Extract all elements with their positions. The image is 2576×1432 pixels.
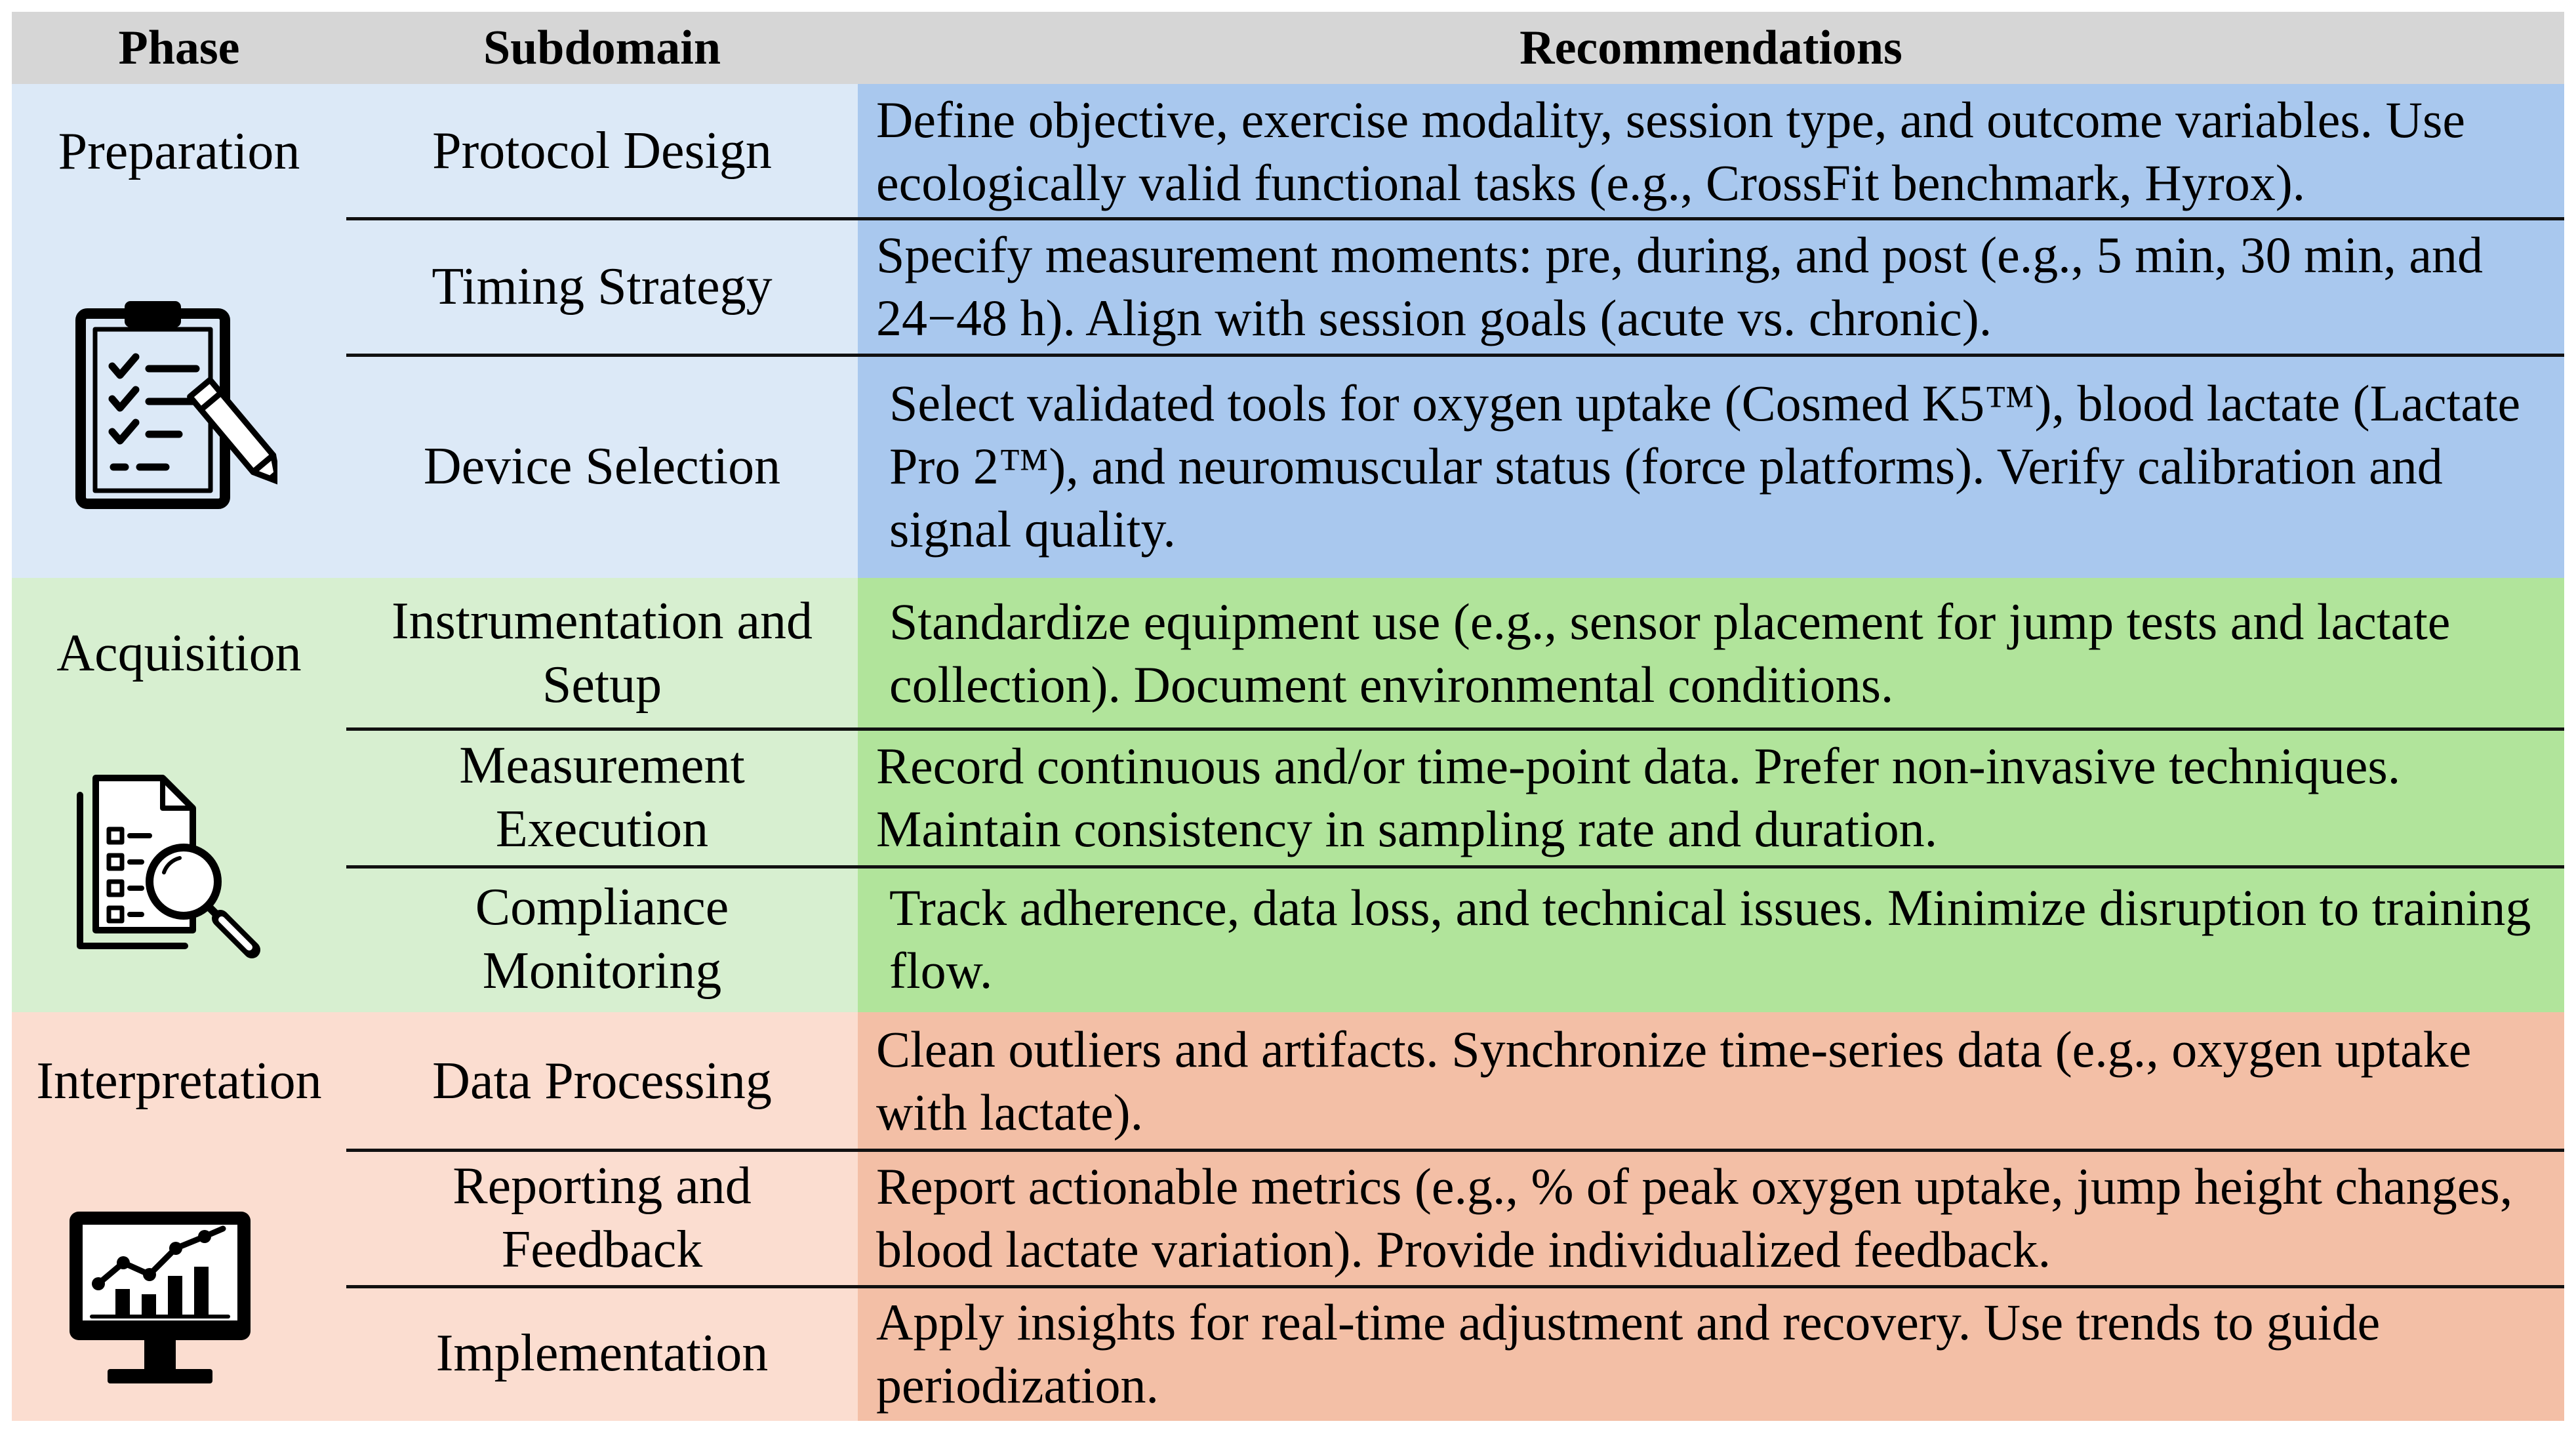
subdomain-cell: Protocol Design [346,84,858,218]
recommendation-cell: Apply insights for real-time adjustment and recovery. Use trends to guide periodization. [858,1286,2564,1421]
recommendation-cell: Standardize equipment use (e.g., sensor placement for jump tests and lactate collection). Document environmental conditions. [858,578,2564,729]
subdomain-cell: Data Processing [346,1012,858,1150]
recommendations-table [12,12,2564,1421]
recommendation-cell: Select validated tools for oxygen uptake (Cosmed K5™), blood lactate (Lactate Pro 2™), and neuromuscular status (force platforms). Verify calibration and signal quality. [858,355,2564,578]
subdomain-cell: Device Selection [346,355,858,578]
subdomain-cell: Measurement Execution [346,729,858,867]
subdomain-cell: Timing Strategy [346,218,858,355]
subdomain-cell: Reporting and Feedback [346,1150,858,1286]
recommendation-cell: Clean outliers and artifacts. Synchronize time-series data (e.g., oxygen uptake with lactate). [858,1012,2564,1150]
header-subdomain: Subdomain [346,12,858,84]
phase-interpretation: Interpretation [12,1012,346,1150]
recommendation-cell: Define objective, exercise modality, session type, and outcome variables. Use ecologically valid functional tasks (e.g., CrossFit benchmark, Hyrox). [858,84,2564,218]
row-divider [346,354,2564,357]
header-recommendations: Recommendations [858,12,2564,84]
clipboard-checklist-icon [68,300,277,517]
phase-preparation: Preparation [12,84,346,218]
monitor-chart-icon [59,1202,262,1399]
row-divider [346,1285,2564,1288]
recommendation-cell: Report actionable metrics (e.g., % of peak oxygen uptake, jump height changes, blood lactate variation). Provide individualized feedback. [858,1150,2564,1286]
row-divider [346,727,2564,731]
subdomain-cell: Instrumentation and Setup [346,578,858,729]
recommendation-cell: Specify measurement moments: pre, during, and post (e.g., 5 min, 30 min, and 24−48 h). Align with session goals (acute vs. chronic). [858,218,2564,355]
row-divider [346,217,2564,220]
header-phase: Phase [12,12,346,84]
row-divider [346,865,2564,869]
recommendation-cell: Record continuous and/or time-point data. Prefer non-invasive techniques. Maintain consistency in sampling rate and duration. [858,729,2564,867]
subdomain-cell: Implementation [346,1286,858,1421]
document-magnifier-icon [64,766,274,963]
phase-acquisition: Acquisition [12,578,346,729]
row-divider [346,1149,2564,1152]
recommendation-cell: Track adherence, data loss, and technical issues. Minimize disruption to training flow. [858,867,2564,1012]
subdomain-cell: Compliance Monitoring [346,867,858,1012]
